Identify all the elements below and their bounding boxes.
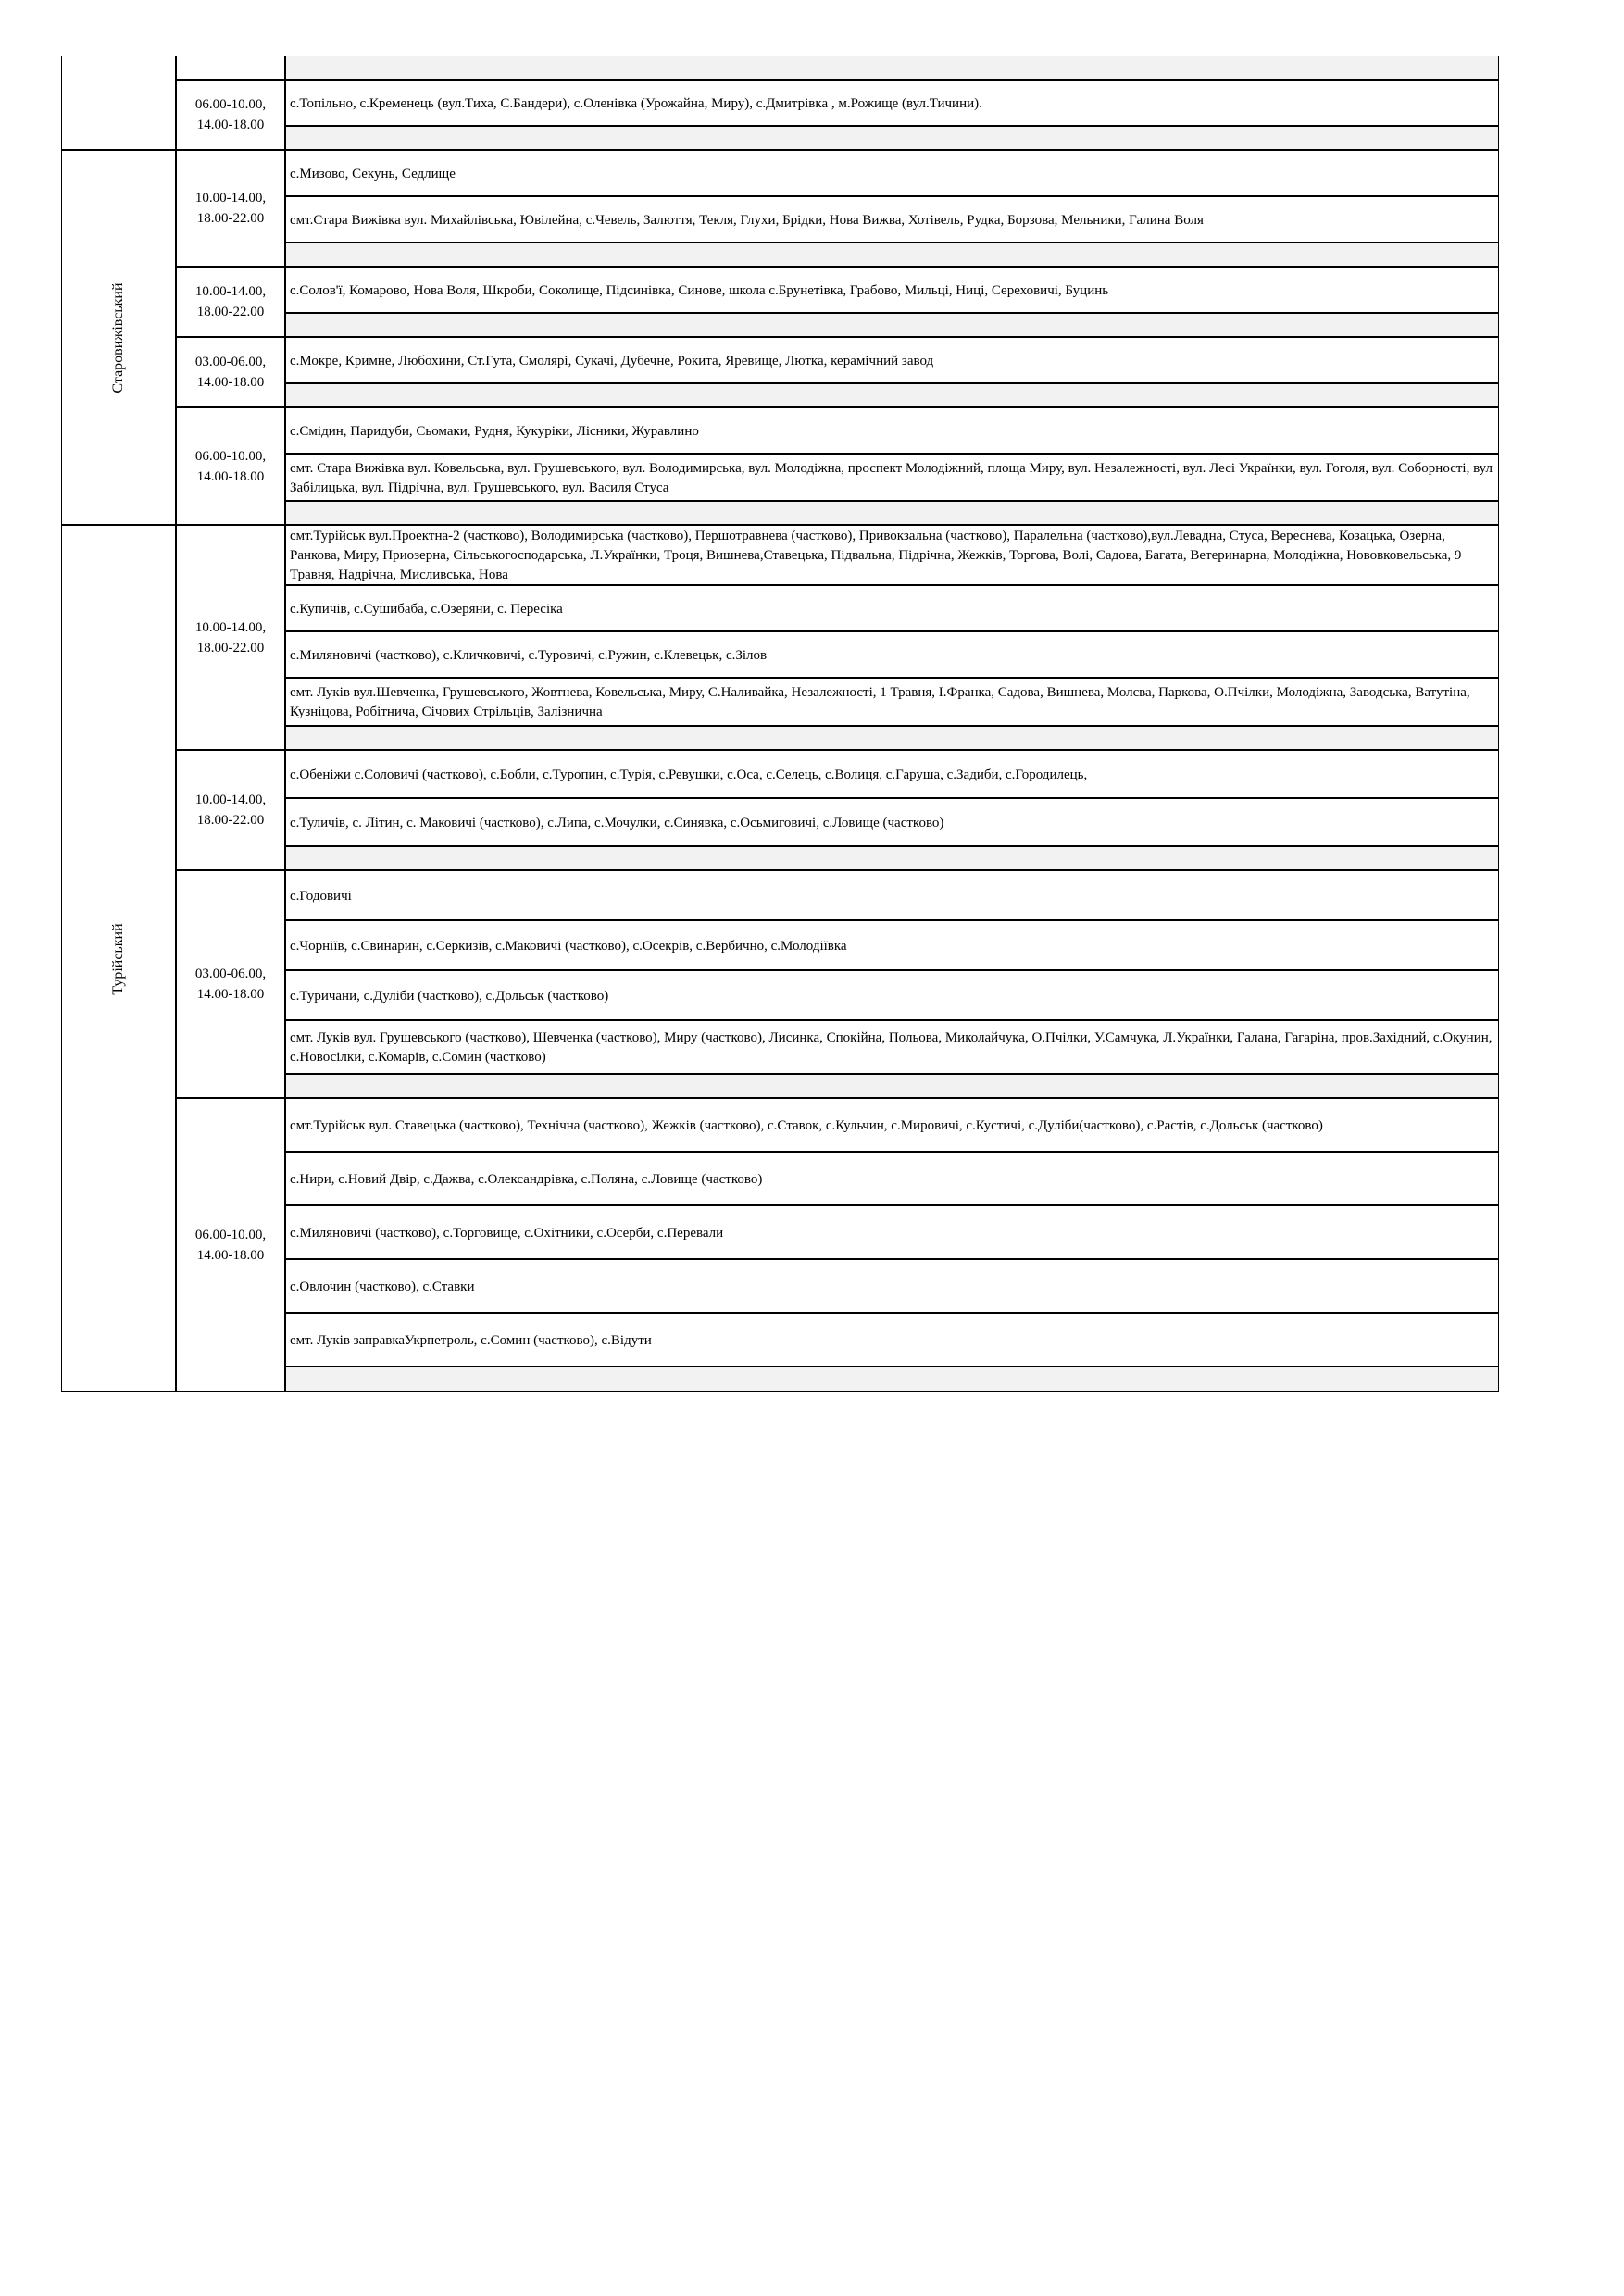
time-slot-cell	[176, 56, 285, 80]
locality-text: с.Овлочин (частково), с.Ставки	[290, 1279, 475, 1294]
separator-row	[285, 126, 1499, 150]
locality-cell	[285, 337, 1499, 383]
district-cell	[61, 56, 176, 150]
locality-text: с.Годовичі	[290, 888, 352, 904]
time-slot-cell: 10.00-14.00, 18.00-22.00	[176, 150, 285, 267]
locality-text: смт.Турійськ вул. Ставецька (частково), Технічна (частково), Жежків (частково), с.Ставок, с.Кульчин, с.Мировичі, с.Кустичі, с.Дуліби(частково), с.Растів, с.Дольськ (частково)	[290, 1117, 1323, 1133]
locality-text: смт.Стара Вижівка вул. Михайлівська, Ювілейна, с.Чевель, Залюття, Текля, Глухи, Брідки, Нова Вижва, Хотівель, Рудка, Борзова, Мельники, Галина Воля	[290, 212, 1204, 228]
locality-text: с.Миляновичі (частково), с.Кличковичі, с.Туровичі, с.Ружин, с.Клевецьк, с.Зілов	[290, 647, 768, 663]
separator-row	[285, 243, 1499, 267]
district-name: Старовижівський	[110, 281, 126, 393]
separator-row	[285, 383, 1499, 407]
locality-cell	[285, 1152, 1499, 1205]
locality-cell	[285, 196, 1499, 243]
locality-cell	[285, 920, 1499, 970]
separator-row	[285, 313, 1499, 337]
separator-row	[285, 846, 1499, 870]
locality-cell	[285, 1205, 1499, 1259]
outage-schedule-table	[61, 56, 1499, 1424]
time-slot-cell: 10.00-14.00, 18.00-22.00	[176, 750, 285, 870]
locality-text: с.Туричани, с.Дуліби (частково), с.Дольськ (частково)	[290, 988, 609, 1004]
locality-text: смт. Стара Вижівка вул. Ковельська, вул. Грушевського, вул. Володимирська, вул. Молодіжна, проспект Молодіжний, площа Миру, вул. Незалежності, вул. Лесі Українки, вул. Гоголя, вул. Соборності, вул Забілицька, вул. Підрічна, вул. Грушевського, вул. Василя Стуса	[290, 460, 1493, 495]
time-slot-cell: 06.00-10.00, 14.00-18.00	[176, 80, 285, 150]
time-slot-cell: 03.00-06.00, 14.00-18.00	[176, 337, 285, 407]
locality-cell	[285, 80, 1499, 126]
locality-text: с.Нири, с.Новий Двір, с.Дажва, с.Олександрівка, с.Поляна, с.Ловище (частково)	[290, 1171, 763, 1187]
locality-cell	[285, 1098, 1499, 1152]
locality-text: смт.Турійськ вул.Проектна-2 (частково), Володимирська (частково), Першотравнева (частково), Привокзальна (частково), Паралельна (частково),вул.Левадна, Стуса, Вереснева, Козацька, Озерна, Ранкова, Миру, Приозерна, Сільськогосподарська, Л.Українки, Троця, Вишнева,Ставецька, Підвальна, Підрічна, Жежків, Торгова, Волі, Садова, Багата, Ветеринарна, Молодіжна, Нововковельська, 9 Травня, Надрічна, Мисливська, Нова	[290, 529, 1462, 582]
separator-row	[285, 1074, 1499, 1098]
locality-cell	[285, 1313, 1499, 1366]
separator-row	[285, 1366, 1499, 1392]
separator-row	[285, 501, 1499, 525]
time-slot-cell: 06.00-10.00, 14.00-18.00	[176, 1098, 285, 1392]
locality-cell	[285, 1259, 1499, 1313]
locality-text: смт. Луків вул. Грушевського (частково), Шевченка (частково), Миру (частково), Лисинка, Спокійна, Польова, Миколайчука, О.Пчілки, У.Самчука, Л.Українки, Галана, Гагаріна, пров.Західний, с.Окунин, с.Новосілки, с.Комарів, с.Сомин (частково)	[290, 1030, 1493, 1065]
locality-text: с.Мизово, Секунь, Седлище	[290, 166, 456, 181]
locality-text: с.Чорніїв, с.Свинарин, с.Серкизів, с.Маковичі (частково), с.Осекрів, с.Вербично, с.Молодіївка	[290, 938, 847, 954]
locality-text: с.Миляновичі (частково), с.Торговище, с.Охітники, с.Осерби, с.Перевали	[290, 1225, 724, 1241]
locality-cell	[285, 678, 1499, 726]
time-slot-cell: 03.00-06.00, 14.00-18.00	[176, 870, 285, 1098]
separator-row	[285, 726, 1499, 750]
locality-cell	[285, 454, 1499, 501]
locality-cell	[285, 798, 1499, 846]
locality-text: с.Топільно, с.Кременець (вул.Тиха, С.Бандери), с.Оленівка (Урожайна, Миру), с.Дмитрівка , м.Рожище (вул.Тичини).	[290, 95, 982, 111]
locality-cell	[285, 150, 1499, 196]
locality-cell	[285, 407, 1499, 454]
locality-text: с.Туличів, с. Літин, с. Маковичі (частково), с.Липа, с.Мочулки, с.Синявка, с.Осьмиговичі, с.Ловище (частково)	[290, 815, 944, 830]
time-slot-cell: 06.00-10.00, 14.00-18.00	[176, 407, 285, 525]
separator-row	[285, 56, 1499, 80]
locality-cell	[285, 525, 1499, 585]
locality-text: с.Солов'ї, Комарово, Нова Воля, Шкроби, Соколище, Підсинівка, Синове, школа с.Брунетівка, Грабово, Мильці, Ниці, Сереховичі, Буцинь	[290, 282, 1109, 298]
locality-cell	[285, 1020, 1499, 1074]
district-name: Турійський	[110, 922, 126, 995]
locality-text: смт. Луків заправкаУкрпетроль, с.Сомин (частково), с.Відути	[290, 1332, 652, 1348]
locality-text: с.Мокре, Кримне, Любохини, Ст.Гута, Смолярі, Сукачі, Дубечне, Рокита, Яревище, Лютка, керамічний завод	[290, 353, 934, 368]
locality-text: с.Купичів, с.Сушибаба, с.Озеряни, с. Пересіка	[290, 601, 563, 617]
locality-text: смт. Луків вул.Шевченка, Грушевського, Жовтнева, Ковельська, Миру, С.Наливайка, Незалежності, 1 Травня, І.Франка, Садова, Вишнева, Молєва, Паркова, О.Пчілки, Молодіжна, Заводська, Ватутіна, Кузніцова, Робітнича, Січових Стрільців, Залізнична	[290, 685, 1470, 719]
locality-cell	[285, 750, 1499, 798]
locality-cell	[285, 585, 1499, 631]
locality-cell	[285, 870, 1499, 920]
locality-text: с.Обеніжи с.Соловичі (частково), с.Бобли, с.Туропин, с.Турія, с.Ревушки, с.Оса, с.Селець, с.Волиця, с.Гаруша, с.Задиби, с.Городилець,	[290, 767, 1088, 782]
locality-cell	[285, 267, 1499, 313]
locality-text: с.Смідин, Паридуби, Сьомаки, Рудня, Кукуріки, Лісники, Журавлино	[290, 423, 699, 439]
locality-cell	[285, 631, 1499, 678]
time-slot-cell: 10.00-14.00, 18.00-22.00	[176, 267, 285, 337]
district-cell	[61, 150, 176, 525]
district-cell	[61, 525, 176, 1392]
time-slot-cell: 10.00-14.00, 18.00-22.00	[176, 525, 285, 750]
locality-cell	[285, 970, 1499, 1020]
